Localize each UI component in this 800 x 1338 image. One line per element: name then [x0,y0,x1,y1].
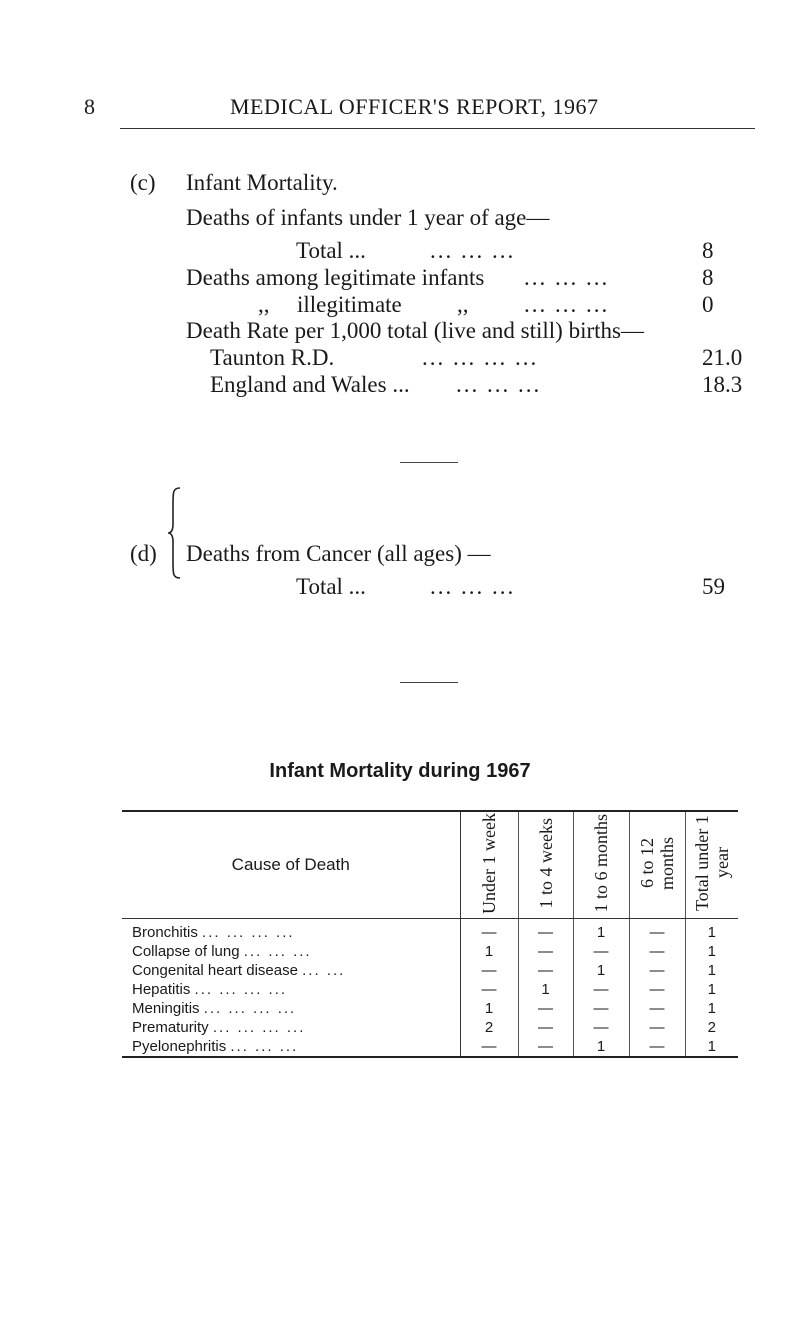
report-title: MEDICAL OFFICER'S REPORT, 1967 [230,94,599,119]
cause-name: Congenital heart disease [132,962,298,979]
cause-leader: ... ... ... ... [194,981,288,998]
cause-name: Bronchitis [132,924,198,941]
infant-total-value: 8 [702,238,714,263]
cause-cell [122,1018,460,1037]
value-cell: 1 [573,1037,629,1057]
table-row [122,980,738,999]
ditto-mark-1: ,, [258,292,270,317]
table-title: Infant Mortality during 1967 [269,760,531,782]
value-cell: 1 [685,999,738,1018]
column-header-under-1-week [460,811,518,919]
value-cell: 1 [685,919,738,943]
ditto-mark-2: ,, [457,292,469,317]
table-row [122,919,738,943]
column-header-label: 6 to 12 months [637,836,677,890]
value-cell: 1 [685,1037,738,1057]
table-row [122,1018,738,1037]
cancer-total-label: Total ... [296,574,366,599]
column-header-label: Under 1 week [479,812,499,914]
cause-column-header: Cause of Death [122,811,460,919]
value-cell: 1 [685,942,738,961]
cause-leader: ... ... ... ... [203,1000,297,1017]
table-row [122,961,738,980]
value-cell: 2 [685,1018,738,1037]
value-cell: 1 [518,980,573,999]
cancer-total-leader: ... ... ... [430,574,516,599]
column-header-label: 1 to 6 months [591,813,611,913]
page-number: 8 [84,94,96,119]
section-d-heading: Deaths from Cancer (all ages) — [186,541,491,566]
value-cell: — [573,980,629,999]
cause-cell [122,942,460,961]
cause-name: Prematurity [132,1019,209,1036]
cause-leader: ... ... ... ... [202,924,295,941]
value-cell: 1 [685,980,738,999]
cause-leader: ... ... ... [230,1038,299,1055]
section-divider-2 [400,682,458,683]
taunton-rate-value: 21.0 [702,345,743,370]
infant-total-leader: ... ... ... [430,238,516,263]
cause-cell [122,999,460,1018]
illegitimate-label: illegitimate [297,292,402,317]
cancer-total-value: 59 [702,574,725,599]
value-cell: — [460,961,518,980]
column-header-total-under-1-year [685,811,738,919]
value-cell: 2 [460,1018,518,1037]
legitimate-leader: ... ... ... [524,265,610,290]
section-d-label: (d) [130,541,157,566]
cause-name: Collapse of lung [132,943,240,960]
column-header-label: 1 to 4 weeks [535,817,556,909]
value-cell: — [460,980,518,999]
section-divider [400,462,458,463]
taunton-leader: ... ... ... ... [422,345,539,370]
table-header-row [122,811,738,919]
cause-name: Meningitis [132,1000,200,1017]
value-cell: — [629,919,685,943]
england-wales-rate-value: 18.3 [702,372,743,397]
england-wales-leader: ... ... ... [456,372,542,397]
table-row [122,999,738,1018]
death-rate-heading: Death Rate per 1,000 total (live and still) births— [186,318,644,343]
illegitimate-leader: ... ... ... [524,292,610,317]
brace-icon [167,484,183,582]
value-cell: — [629,1018,685,1037]
column-header-label: Total under 1 year [691,815,732,911]
value-cell: 1 [685,961,738,980]
table-row [122,1037,738,1057]
cause-leader: ... ... ... [243,943,312,960]
value-cell: — [460,919,518,943]
cause-leader: ... ... [302,962,346,979]
cause-cell [122,919,460,943]
header-rule [120,128,755,129]
value-cell: 1 [460,942,518,961]
section-c-heading: Infant Mortality. [186,170,338,195]
value-cell: — [573,999,629,1018]
value-cell: — [518,999,573,1018]
value-cell: — [573,1018,629,1037]
value-cell: — [518,961,573,980]
value-cell: — [629,1037,685,1057]
value-cell: — [518,942,573,961]
cause-cell [122,980,460,999]
infant-total-label: Total ... [296,238,366,263]
value-cell: — [629,999,685,1018]
cause-cell [122,961,460,980]
value-cell: — [518,1037,573,1057]
value-cell: — [460,1037,518,1057]
taunton-label: Taunton R.D. [210,345,335,370]
value-cell: 1 [573,961,629,980]
legitimate-label: Deaths among legitimate infants [186,265,485,290]
table-row [122,942,738,961]
value-cell: — [629,961,685,980]
cause-name: Pyelonephritis [132,1038,227,1055]
section-c-label: (c) [130,170,156,195]
cause-name: Hepatitis [132,981,191,998]
value-cell: — [629,942,685,961]
value-cell: 1 [573,919,629,943]
cause-cell [122,1037,460,1057]
value-cell: — [573,942,629,961]
illegitimate-value: 0 [702,292,714,317]
column-header-6-to-12-months [629,811,685,919]
infant-mortality-table [122,810,738,1058]
value-cell: 1 [460,999,518,1018]
value-cell: — [518,1018,573,1037]
england-wales-label: England and Wales ... [210,372,410,397]
cause-leader: ... ... ... ... [212,1019,306,1036]
column-header-1-to-4-weeks [518,811,573,919]
value-cell: — [629,980,685,999]
column-header-1-to-6-months [573,811,629,919]
infant-deaths-subheading: Deaths of infants under 1 year of age— [186,205,550,230]
legitimate-value: 8 [702,265,714,290]
value-cell: — [518,919,573,943]
